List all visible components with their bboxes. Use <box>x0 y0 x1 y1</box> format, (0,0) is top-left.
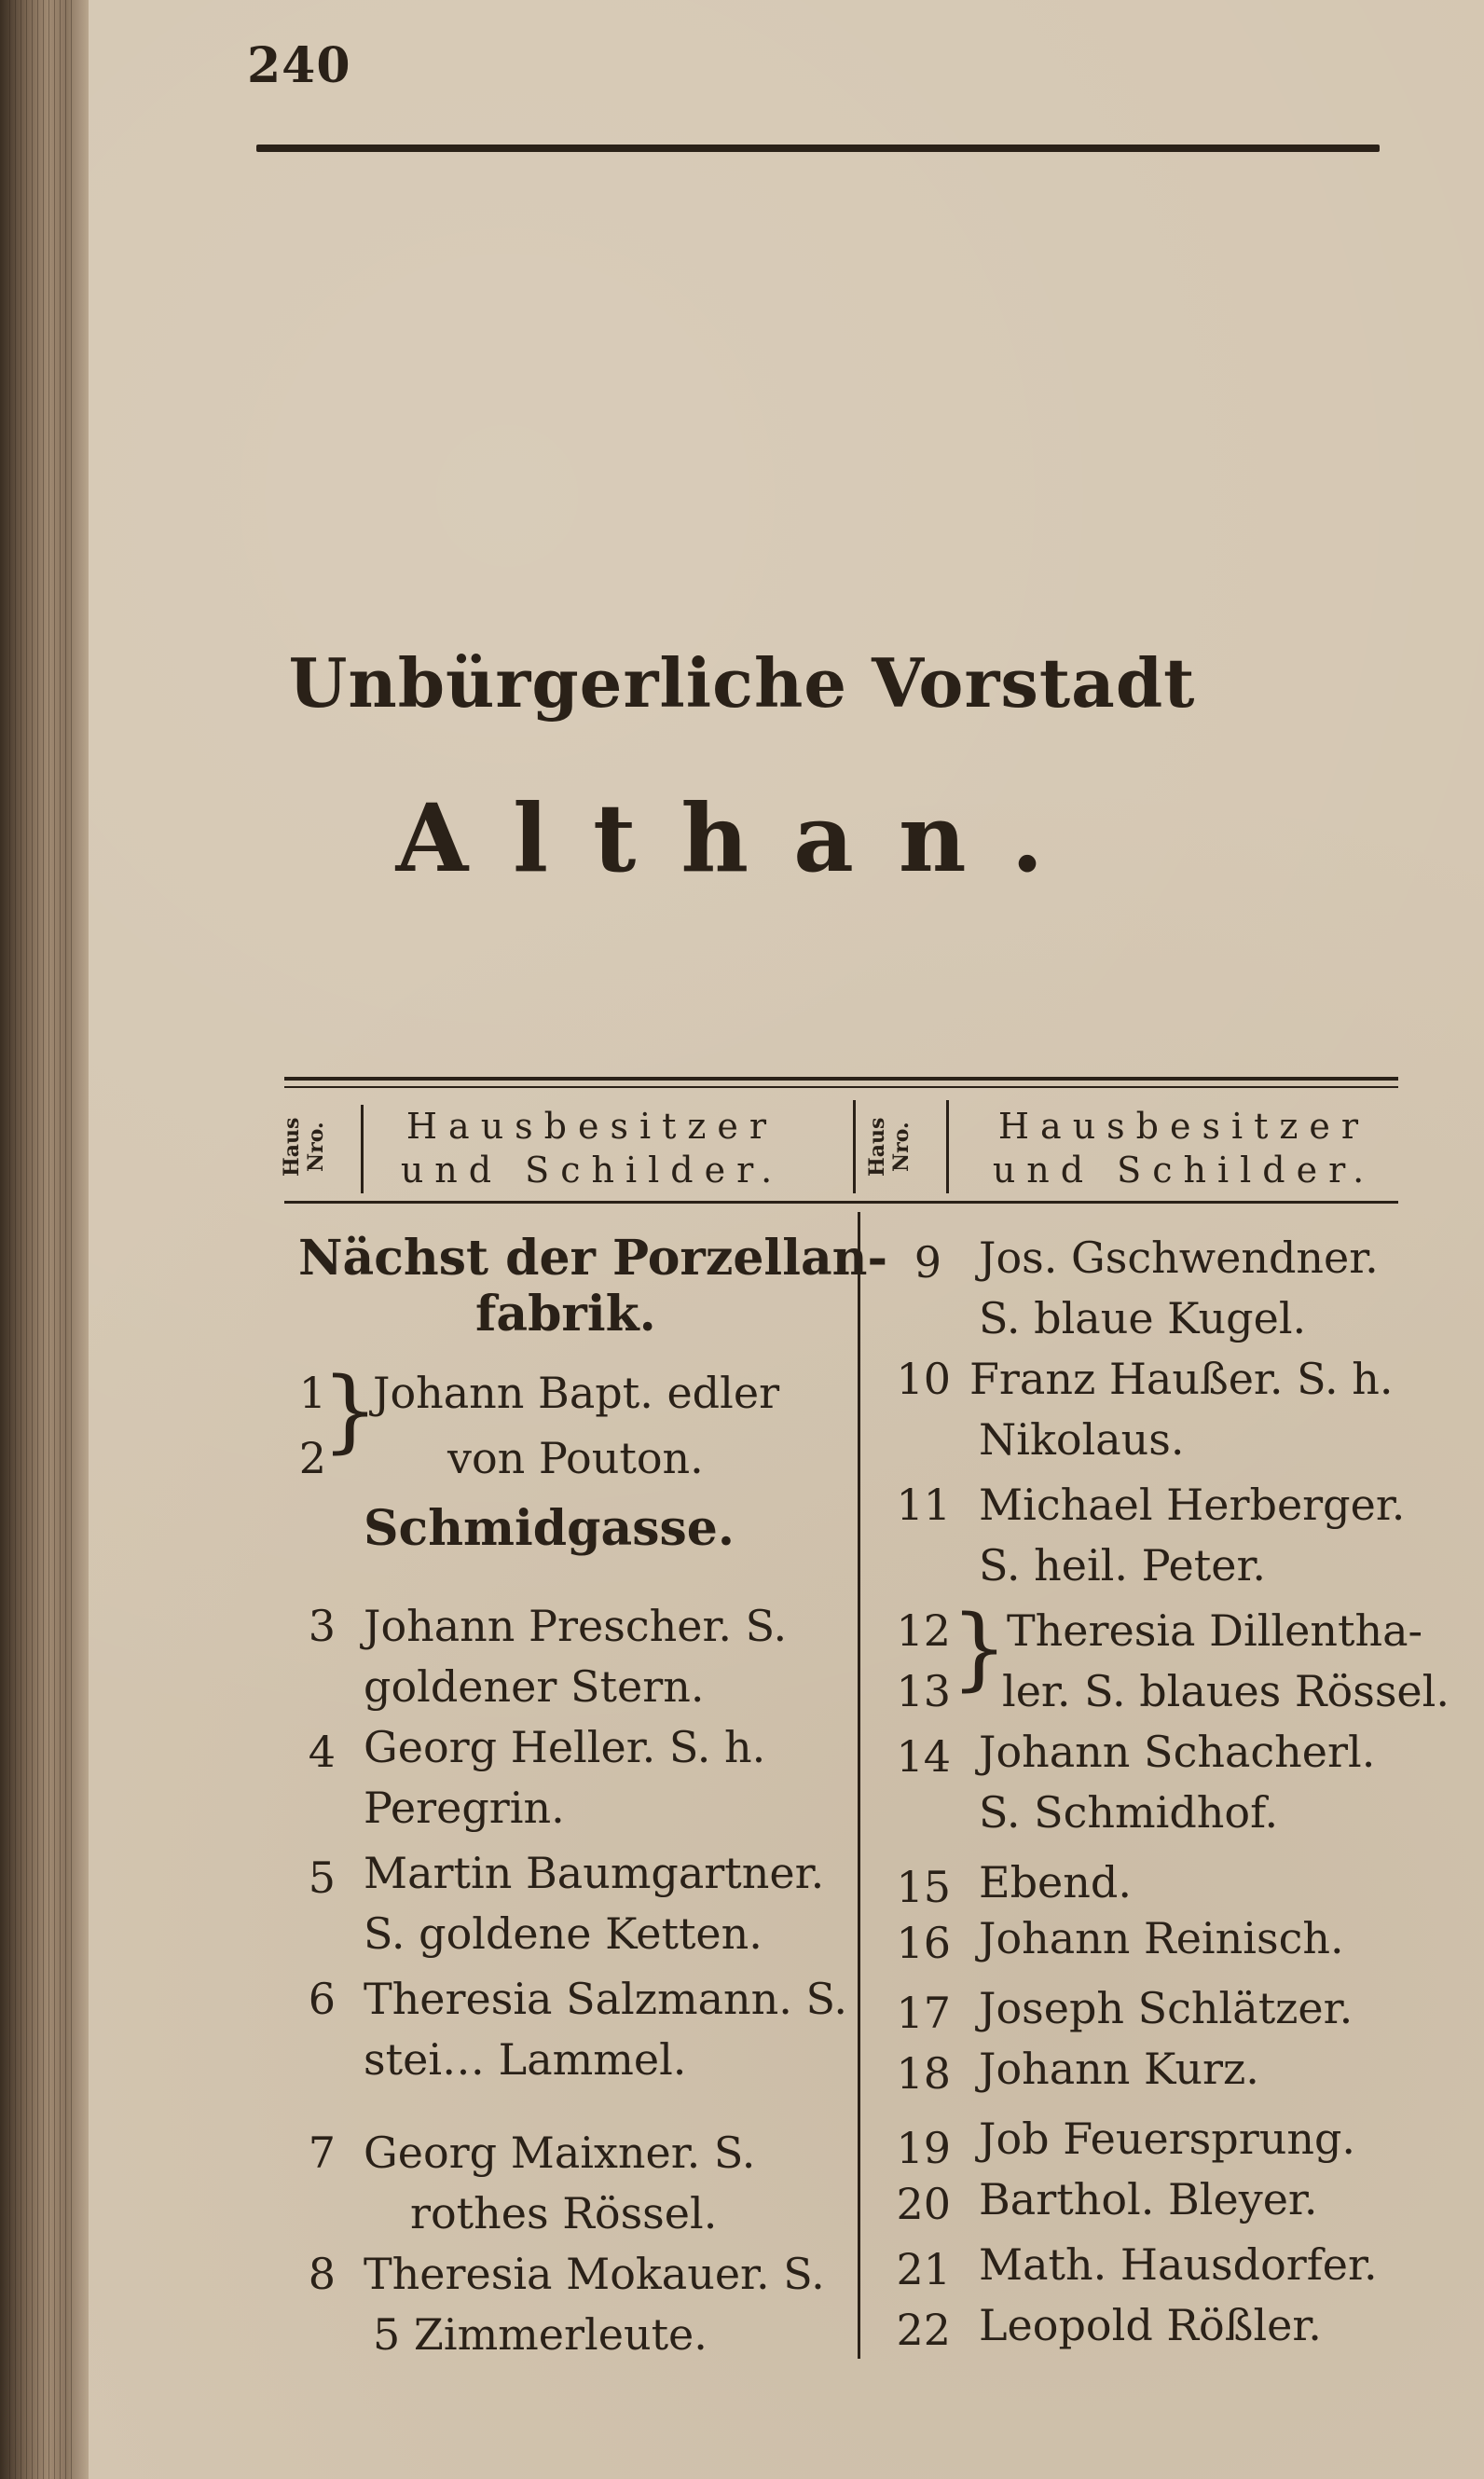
sign-line: stei… Lammel. <box>364 2034 687 2085</box>
owner-line: Theresia Dillentha- <box>1007 1605 1423 1656</box>
owner-line: Johann Kurz. <box>979 2044 1259 2094</box>
house-number: 11 <box>896 1480 951 1530</box>
owner-line: Franz Haußer. S. h. <box>969 1354 1394 1404</box>
owner-line: Leopold Rößler. <box>979 2300 1322 2350</box>
house-number: 1 <box>298 1368 326 1418</box>
owner-line: Michael Herberger. <box>979 1480 1406 1530</box>
header-divider <box>853 1100 856 1193</box>
sign-line: Peregrin. <box>364 1783 565 1833</box>
house-number: 22 <box>896 2305 951 2355</box>
header-bottom-rule <box>284 1201 1398 1204</box>
house-number: 13 <box>896 1666 951 1716</box>
owner-line: Georg Maixner. S. <box>364 2128 756 2178</box>
street-heading: Schmidgasse. <box>364 1500 735 1557</box>
header-divider <box>946 1100 949 1193</box>
book-spine-edge <box>0 0 89 2479</box>
right-owner-header-1: Hausbesitzer <box>997 1106 1370 1147</box>
house-number: 9 <box>914 1237 941 1288</box>
owner-line: Martin Baumgartner. <box>364 1848 825 1898</box>
header-divider <box>361 1105 364 1193</box>
owner-line: Johann Prescher. S. <box>364 1601 788 1651</box>
owner-line: Job Feuersprung. <box>979 2114 1356 2164</box>
sign-line: goldener Stern. <box>364 1661 705 1712</box>
house-number: 16 <box>896 1918 951 1968</box>
sign-line: ler. S. blaues Rössel. <box>1002 1666 1450 1716</box>
owner-line: von Pouton. <box>447 1433 704 1483</box>
left-owner-header-2: und Schilder. <box>400 1150 784 1191</box>
street-heading: fabrik. <box>475 1286 656 1343</box>
sign-line: S. blaue Kugel. <box>979 1293 1307 1343</box>
section-heading: Unbürgerliche Vorstadt <box>288 643 1196 723</box>
house-number: 19 <box>896 2123 951 2173</box>
house-number: 21 <box>896 2244 951 2294</box>
sign-line: 5 Zimmerleute. <box>373 2309 708 2360</box>
sign-line: S. goldene Ketten. <box>364 1908 763 1959</box>
owner-line: Johann Schacherl. <box>979 1727 1376 1777</box>
house-number: 7 <box>308 2128 336 2178</box>
sign-line: Nikolaus. <box>979 1414 1185 1465</box>
sign-line: rothes Rössel. <box>410 2188 718 2238</box>
sign-line: S. Schmidhof. <box>979 1787 1279 1838</box>
owner-line: Theresia Mokauer. S. <box>364 2249 825 2299</box>
owner-line: Barthol. Bleyer. <box>979 2174 1318 2224</box>
header-top-rule-2 <box>284 1086 1398 1088</box>
right-nr-header: Haus Nro. <box>865 1117 914 1177</box>
sign-line: S. heil. Peter. <box>979 1540 1267 1591</box>
house-number: 8 <box>308 2249 336 2299</box>
header-top-rule <box>284 1077 1398 1081</box>
house-number: 14 <box>896 1731 951 1782</box>
owner-line: Math. Hausdorfer. <box>979 2239 1378 2290</box>
right-owner-header-2: und Schilder. <box>992 1150 1376 1191</box>
house-number: 10 <box>896 1354 951 1404</box>
top-rule <box>256 145 1380 152</box>
left-nr-header: Haus Nro. <box>280 1117 328 1177</box>
owner-line: Georg Heller. S. h. <box>364 1722 766 1772</box>
brace: } <box>322 1358 379 1463</box>
owner-line: Johann Bapt. edler <box>373 1368 780 1418</box>
left-owner-header-1: Hausbesitzer <box>405 1106 778 1147</box>
house-number: 12 <box>896 1605 951 1656</box>
brace: } <box>951 1596 1009 1701</box>
house-number: 15 <box>896 1862 951 1912</box>
house-number: 18 <box>896 2048 951 2099</box>
house-number: 6 <box>308 1974 336 2024</box>
house-number: 5 <box>308 1852 336 1903</box>
page-edge-lines <box>9 0 75 2479</box>
column-divider <box>858 1212 860 2359</box>
house-number: 4 <box>308 1727 336 1777</box>
house-number: 20 <box>896 2179 951 2229</box>
owner-line: Ebend. <box>979 1857 1132 1907</box>
owner-line: Theresia Salzmann. S. <box>364 1974 848 2024</box>
house-number: 2 <box>298 1433 326 1483</box>
owner-line: Johann Reinisch. <box>979 1913 1344 1963</box>
house-number: 3 <box>308 1601 336 1651</box>
page-number: 240 <box>247 37 351 94</box>
street-heading: Nächst der Porzellan- <box>298 1230 888 1287</box>
section-title: Althan. <box>395 783 1089 893</box>
owner-line: Joseph Schlätzer. <box>979 1983 1353 2033</box>
owner-line: Jos. Gschwendner. <box>979 1233 1379 1283</box>
house-number: 17 <box>896 1988 951 2038</box>
